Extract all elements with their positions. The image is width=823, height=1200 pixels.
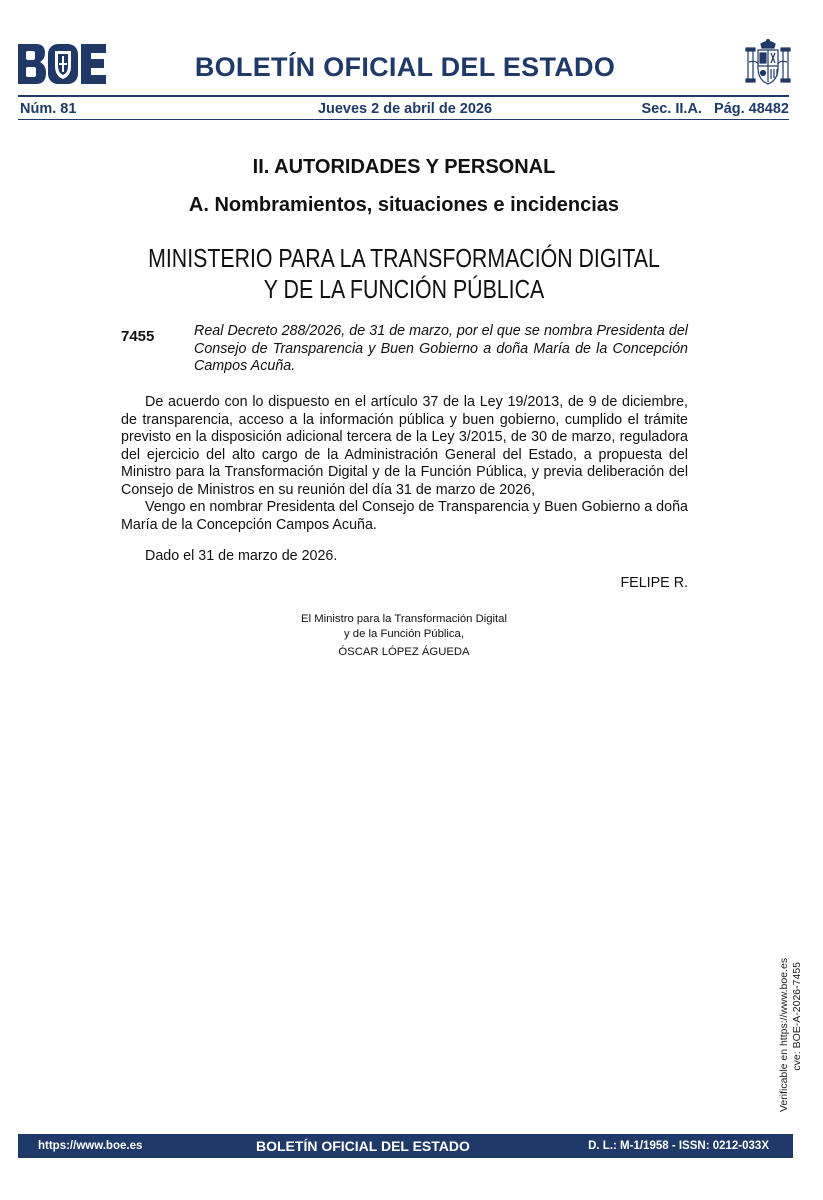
body-paragraph-1: De acuerdo con lo dispuesto en el artículo 37 de la Ley 19/2013, de 9 de diciembre, de transparencia, acceso a la información pública y buen gobierno, cumplido el trámite previsto en la disposición adicional tercera de la Ley 3/2015, de 30 de marzo, reguladora del ejercicio del alto cargo de la Administración General del Estado, a propuesta del Ministro para la Transformación Digital y de la Función Pública, y previa deliberación del Consejo de Ministros en su reunión del día 31 de marzo de 2026, [121, 394, 688, 498]
verify-url: cve: BOE-A-2026-7455 [791, 962, 803, 1071]
royal-signature: FELIPE R. [620, 575, 688, 591]
minister-block [0, 612, 808, 660]
masthead-title: BOLETÍN OFICIAL DEL ESTADO [194, 52, 616, 82]
footer-legal: D. L.: M-1/1958 - ISSN: 0212-033X [588, 1140, 769, 1152]
footer-title: BOLETÍN OFICIAL DEL ESTADO [256, 1138, 470, 1154]
date-line: Dado el 31 de marzo de 2026. [145, 548, 338, 564]
minister-line-1: El Ministro para la Transformación Digital [301, 613, 507, 625]
ministry-line-1: MINISTERIO PARA LA TRANSFORMACIÓN DIGITAL [148, 243, 660, 273]
issue-date: Jueves 2 de abril de 2026 [317, 101, 493, 117]
minister-line-2: y de la Función Pública, [344, 628, 464, 640]
entry-title: Real Decreto 288/2026, de 31 de marzo, por el que se nombra Presidenta del Consejo de Transparencia y Buen Gobierno a doña María de la Concepción Campos Acuña. [194, 323, 688, 374]
boe-logo [18, 44, 108, 84]
coat-of-arms-icon [744, 38, 792, 88]
verification-note [778, 957, 812, 1112]
entry-number: 7455 [121, 328, 155, 345]
footer-bar [18, 1134, 793, 1158]
ministry-heading [0, 243, 808, 305]
subsection-heading: A. Nombramientos, situaciones e incidencias [188, 194, 620, 216]
section-page: Sec. II.A. Pág. 48482 [641, 101, 789, 117]
cve-code: Verificable en https://www.boe.es [778, 957, 790, 1112]
ministry-line-2: Y DE LA FUNCIÓN PÚBLICA [263, 274, 545, 304]
body-paragraph-2: Vengo en nombrar Presidenta del Consejo de Transparencia y Buen Gobierno a doña María de la Concepción Campos Acuña. [121, 499, 688, 533]
minister-name: ÓSCAR LÓPEZ ÁGUEDA [338, 646, 470, 658]
footer-url-link[interactable]: https://www.boe.es [38, 1140, 143, 1152]
decree-body [121, 394, 688, 566]
issue-number: Núm. 81 [20, 101, 77, 117]
header-rule [18, 95, 789, 97]
header-rule-bottom [18, 119, 789, 120]
section-heading: II. AUTORIDADES Y PERSONAL [252, 156, 556, 178]
